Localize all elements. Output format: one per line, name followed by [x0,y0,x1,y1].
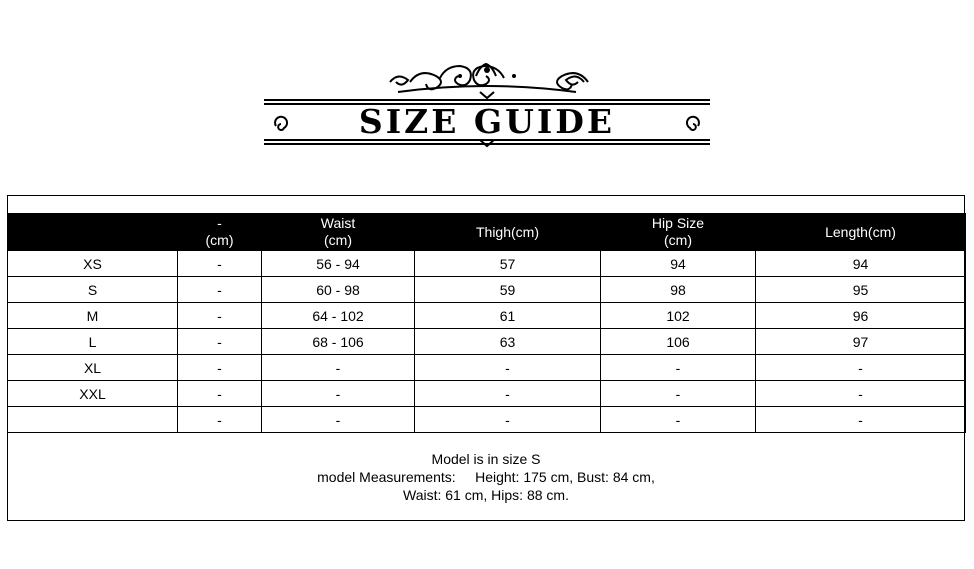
cell-length: 94 [756,251,966,277]
cell-length: - [756,355,966,381]
cell-hip: - [601,355,756,381]
cell-hip: 102 [601,303,756,329]
model-measurements-text: model Measurements: Height: 175 cm, Bust: 84 cm, [317,469,655,485]
page-title: SIZE GUIDE [358,102,616,141]
cell: - [178,303,262,329]
cell-length: 96 [756,303,966,329]
cell: - [178,355,262,381]
table-row [8,355,966,381]
cell-size [8,407,178,433]
cell-waist: 64 - 102 [262,303,415,329]
table-row [8,251,966,277]
header-size [8,214,178,251]
cell-length: 97 [756,329,966,355]
cell-waist: 60 - 98 [262,277,415,303]
cell-waist: 56 - 94 [262,251,415,277]
cell-size: XS [8,251,178,277]
cell-hip: - [601,381,756,407]
cell-waist: - [262,355,415,381]
header-thigh: Thigh(cm) [415,214,601,251]
cell-waist: - [262,381,415,407]
cell-thigh: 61 [415,303,601,329]
cell: - [178,329,262,355]
cell-hip: 106 [601,329,756,355]
table-row [8,303,966,329]
header-length: Length(cm) [756,214,966,251]
table-row [8,407,966,433]
cell-hip: 94 [601,251,756,277]
cell-waist: 68 - 106 [262,329,415,355]
cell-size: S [8,277,178,303]
table-header-row [8,214,966,251]
cell-thigh: - [415,355,601,381]
cell-size: M [8,303,178,329]
model-waist-hips-text: Waist: 61 cm, Hips: 88 cm. [403,487,569,503]
cell: - [178,381,262,407]
size-guide-banner [0,0,974,190]
model-size-text: Model is in size S [431,451,541,467]
cell-size: L [8,329,178,355]
header-hip: Hip Size (cm) [601,214,756,251]
cell-size: XL [8,355,178,381]
table-row [8,381,966,407]
cell-length: - [756,407,966,433]
cell-thigh: 59 [415,277,601,303]
header-blank: - (cm) [178,214,262,251]
cell-hip: 98 [601,277,756,303]
cell: - [178,277,262,303]
cell-length: 95 [756,277,966,303]
model-measurements-note [7,450,965,504]
cell-thigh: 63 [415,329,601,355]
cell: - [178,407,262,433]
cell-waist: - [262,407,415,433]
ornament-flourish-icon [0,0,974,190]
cell-thigh: 57 [415,251,601,277]
cell-thigh: - [415,407,601,433]
table-row [8,277,966,303]
table-row [8,329,966,355]
cell-length: - [756,381,966,407]
cell: - [178,251,262,277]
cell-size: XXL [8,381,178,407]
header-waist: Waist (cm) [262,214,415,251]
cell-hip: - [601,407,756,433]
cell-thigh: - [415,381,601,407]
size-chart-table [7,213,966,433]
